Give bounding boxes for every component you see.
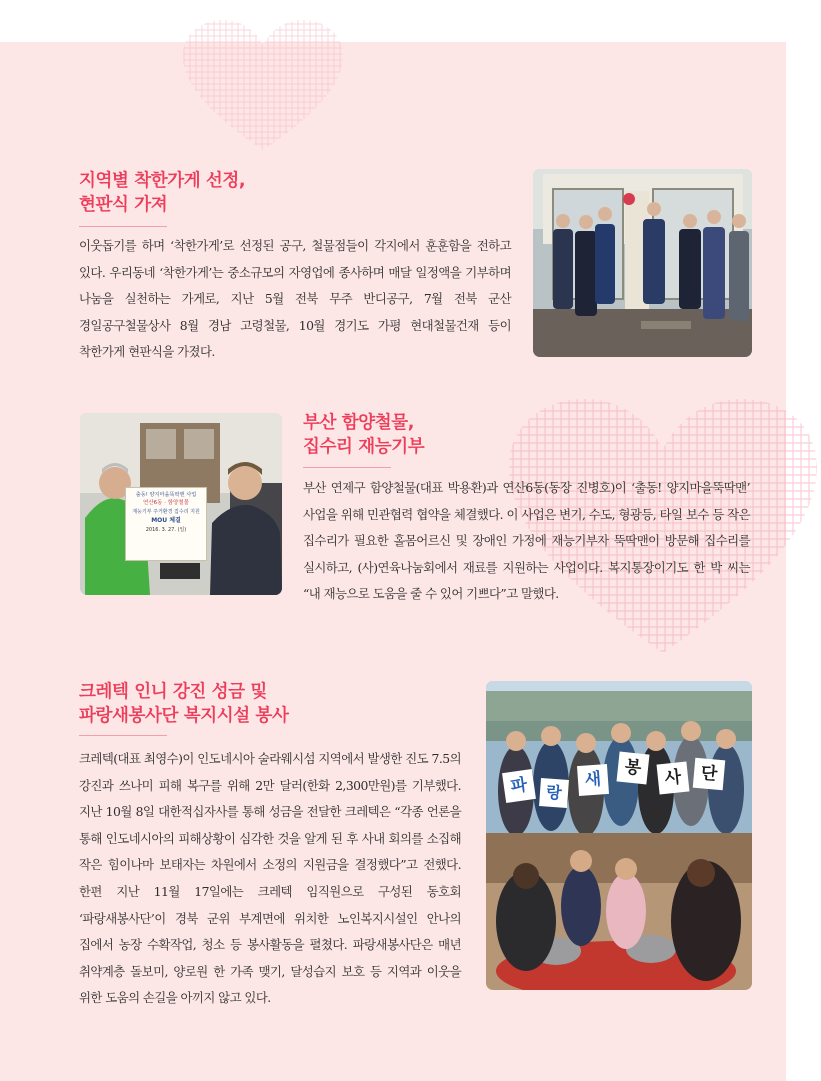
section-2-title-rule: [303, 467, 391, 468]
mou-plaque-line-4: MOU 체결: [151, 517, 181, 524]
section-3-body: 크레텍(대표 최영수)이 인도네시아 술라웨시섬 지역에서 발생한 진도 7.5의 강진과 쓰나미 피해 복구를 위해 2만 달러(한화 2,300만원)를 기부했다. 지난 10월 8일 대한적십자사를 통해 성금을 전달한 크레텍은 “각종 언론을 통해 인도네시아의 피해상황이 심각한 것을 알게 된 후 사내 회의를 소집해 작은 힘이나마 보태자는 차원에서 소정의 지원금을 결정했다”고 전했다. 한편 지난 11월 17일에는 크레텍 임직원으로 구성된 동호회 ‘파랑새봉사단’이 경북 군위 부계면에 위치한 노인복지시설인 안나의 집에서 농장 수확작업, 청소 등 봉사활동을 펼쳤다. 파랑새봉사단은 매년 취약계층 돌보미, 양로원 한 가족 맺기, 달성습지 보호 등 지역과 이웃을 위한 도움의 손길을 아끼지 않고 있다.: [79, 751, 461, 1006]
section-3-title: [79, 680, 288, 728]
photo-volunteer-group: [486, 681, 752, 990]
sign-letter-6: 단: [693, 758, 726, 791]
sign-letter-2: 랑: [539, 778, 569, 808]
sign-letter-3: 새: [577, 764, 609, 796]
photo-signboard-ceremony: [533, 169, 752, 357]
section-2-title-line-1: 부산 함양철물,: [303, 413, 414, 433]
section-1-title-line-1: 지역별 착한가게 선정,: [79, 171, 246, 191]
sign-letter-5: 사: [657, 762, 690, 795]
heart-pattern-top: [178, 18, 348, 153]
mou-plaque-date: 2016. 3. 27. (일): [145, 527, 187, 533]
section-1-title-rule: [79, 226, 167, 227]
mou-plaque-line-2: 연산6동 · 함양철물: [143, 500, 189, 506]
section-2-title-line-2: 집수리 재능기부: [303, 437, 425, 457]
section-3-title-rule: [79, 735, 167, 736]
mou-plaque-line-1: 출동! 양지마을뚝딱맨 사업: [135, 492, 197, 498]
volunteer-sign-row: [500, 757, 740, 817]
sign-letter-1: 파: [502, 769, 536, 803]
mou-plaque: [125, 487, 207, 561]
section-3-title-line-1: 크레텍 인니 강진 성금 및: [79, 682, 267, 702]
mou-plaque-line-3: 재능기부 주거환경 집수리 지원: [132, 509, 200, 515]
sign-letter-4: 봉: [617, 752, 650, 785]
section-3-title-line-2: 파랑새봉사단 복지시설 봉사: [79, 706, 289, 726]
section-2-body: 부산 연제구 함양철물(대표 박용환)과 연산6동(동장 진병호)이 ‘출동! 양지마을뚝딱맨’ 사업을 위해 민관협력 협약을 체결했다. 이 사업은 변기, 수도, 형광등, 타일 보수 등 작은 집수리가 필요한 홀몸어르신 및 장애인 가정에 재능기부자 뚝딱맨이 방문해 집수리를 실시하고, (사)연육나눔회에서 재료를 지원하는 사업이다. 복지통장이기도 한 박 씨는 “내 재능으로 도움을 줄 수 있어 기쁘다”고 말했다.: [303, 480, 750, 602]
section-1-title-line-2: 현판식 가져: [79, 195, 168, 215]
section-1-body: 이웃돕기를 하며 ‘착한가게’로 선정된 공구, 철물점들이 각지에서 훈훈함을 전하고 있다. 우리동네 ‘착한가게’는 중소규모의 자영업에 종사하며 매달 일정액을 기부하며 나눔을 실천하는 가게로, 지난 5월 전북 무주 반디공구, 7월 전북 군산 경일공구철물상사 8월 경남 고령철물, 10월 경기도 가평 현대철물건재 등이 착한가게 현판식을 가졌다.: [79, 238, 511, 360]
photo-mou-signing: [80, 413, 282, 595]
section-2-title: [303, 411, 424, 459]
section-1-title: [79, 169, 245, 217]
